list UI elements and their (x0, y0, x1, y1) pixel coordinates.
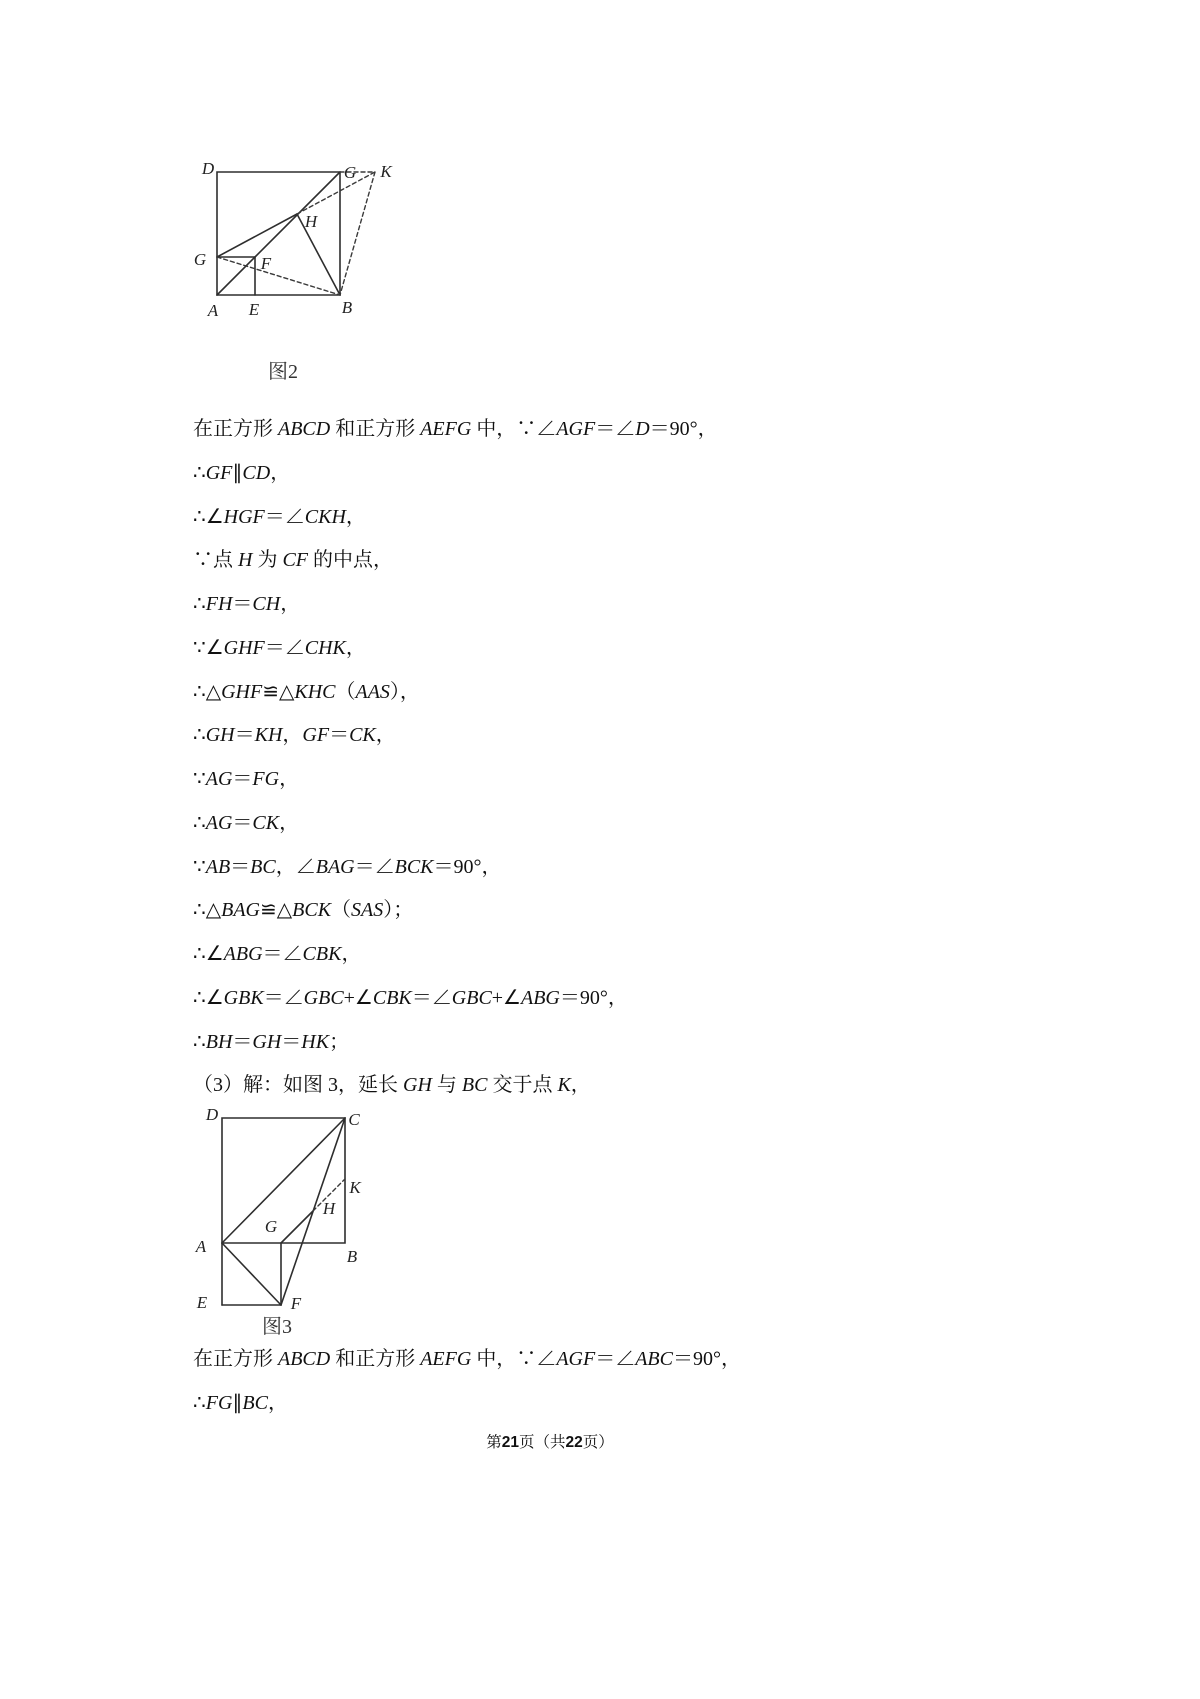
text-run: ＝ (329, 724, 350, 747)
point-label-e: E (196, 1293, 208, 1312)
math-variable: HGF (223, 505, 265, 528)
segment-af (222, 1243, 281, 1305)
text-run: ∥ (232, 461, 243, 484)
math-variable: ABCD (278, 418, 331, 440)
math-variable: AGF (556, 418, 596, 440)
text-run: ∵ (193, 768, 206, 790)
text-line (193, 671, 1093, 715)
math-variable: BCK (292, 899, 332, 922)
math-variable: ABG (521, 986, 560, 1009)
text-line (193, 933, 1093, 977)
text-line (193, 1338, 1093, 1382)
math-variable: BAG (221, 899, 260, 922)
page-footer (450, 1432, 650, 1454)
text-run: ＝ (232, 1030, 253, 1053)
dashed-segment-kb (340, 172, 375, 295)
point-label-k: K (380, 162, 392, 181)
text-run: ＝90°， (672, 1348, 741, 1370)
solution-text-continued (193, 1338, 1093, 1426)
text-run: 和正方形 (330, 418, 421, 440)
text-run: ＝ (232, 768, 253, 790)
point-label-h: H (322, 1199, 336, 1218)
text-line (193, 1382, 1093, 1426)
text-run: ∴∠ (193, 943, 224, 965)
math-variable: BH (205, 1030, 233, 1053)
math-variable: ABC (635, 1348, 673, 1370)
text-run: ， (279, 768, 300, 790)
text-run: 的中点， (308, 549, 394, 572)
text-line (193, 583, 1093, 627)
math-variable: AEFG (420, 1348, 472, 1370)
math-variable: GBK (223, 986, 264, 1009)
math-variable: CK (349, 724, 376, 747)
text-run: ）， (389, 680, 420, 703)
point-label-g: G (193, 250, 207, 269)
text-run: ∵∠ (193, 636, 224, 659)
math-variable: H (238, 549, 253, 572)
segment-gh (217, 214, 297, 257)
point-label-a: A (195, 1237, 207, 1256)
text-run: ∴ (193, 1030, 206, 1053)
text-run: ∴△ (193, 899, 222, 922)
text-run: ， (341, 943, 362, 965)
text-run: ， (375, 724, 396, 747)
text-run: ＝∠ (595, 1348, 636, 1370)
text-run: ）； (383, 899, 414, 922)
math-variable: CD (242, 461, 271, 484)
text-run: 在正方形 (193, 418, 278, 440)
text-run: ＝ (230, 855, 251, 878)
text-run: ， (267, 1391, 288, 1414)
page-label-end: 页） (582, 1434, 614, 1451)
math-variable: AGF (556, 1348, 596, 1370)
point-label-e: E (248, 300, 260, 319)
solution-text (193, 408, 1093, 1108)
text-run: 和正方形 (330, 1348, 421, 1370)
math-variable: ABG (223, 943, 263, 965)
text-run: ＝90°， (649, 418, 718, 440)
text-run: ＝ (234, 724, 255, 747)
text-line (193, 889, 1093, 933)
math-variable: CHK (304, 636, 346, 659)
text-line (193, 627, 1093, 671)
math-variable: BC (242, 1391, 268, 1414)
page-number: 21 (501, 1434, 519, 1451)
math-variable: GBC (451, 986, 492, 1009)
text-run: +∠ (343, 986, 373, 1009)
point-label-h: H (304, 212, 318, 231)
math-variable: KHC (294, 680, 336, 703)
text-run: ∴ (193, 593, 206, 615)
page-label-start: 第 (486, 1434, 502, 1451)
math-variable: K (557, 1074, 571, 1097)
text-line (193, 977, 1093, 1021)
segment-af (217, 257, 255, 295)
text-run: ∥ (232, 1391, 243, 1414)
math-variable: AG (205, 811, 233, 834)
text-run: ＝∠ (354, 855, 395, 878)
math-variable: D (635, 418, 650, 440)
figure-2-caption: 图2 (268, 361, 298, 383)
text-run: 为 (252, 549, 283, 572)
text-run: ∴∠ (193, 986, 224, 1009)
math-variable: AG (205, 768, 233, 790)
text-run: ∴ (193, 724, 206, 747)
point-label-a: A (207, 301, 219, 320)
text-run: ∴ (193, 461, 206, 484)
math-variable: HK (301, 1030, 330, 1053)
text-run: ≌△ (262, 680, 295, 703)
math-variable: AEFG (420, 418, 472, 440)
text-run: ＝ (232, 811, 253, 834)
text-run: ＝∠ (262, 943, 303, 965)
math-variable: GHF (223, 636, 265, 659)
math-variable: CKH (304, 505, 346, 528)
math-variable: KH (254, 724, 283, 747)
math-variable: FG (252, 768, 280, 790)
point-label-b: B (346, 1247, 358, 1266)
text-run: ，∠ (275, 855, 316, 878)
text-run: （ (331, 899, 352, 922)
text-run: ＝∠ (264, 505, 305, 528)
math-variable: CH (252, 593, 281, 615)
text-run: 在正方形 (193, 1348, 278, 1370)
point-label-f: F (290, 1294, 302, 1313)
text-run: ， (345, 636, 366, 659)
text-run: ∴∠ (193, 505, 224, 528)
text-run: ≌△ (260, 899, 293, 922)
text-run: +∠ (491, 986, 521, 1009)
math-variable: ABCD (278, 1348, 331, 1370)
text-run: ∴ (193, 1391, 206, 1414)
dashed-segment-hk (297, 172, 375, 214)
segment-ac (222, 1118, 345, 1243)
text-run: ， (570, 1074, 591, 1097)
math-variable: AAS (355, 680, 390, 703)
math-variable: GBC (303, 986, 344, 1009)
point-label-f: F (260, 254, 272, 273)
text-line (193, 846, 1093, 890)
text-run: ， (279, 811, 300, 834)
math-variable: GF (302, 724, 330, 747)
text-run: 中，∵∠ (471, 1348, 557, 1370)
text-line (193, 758, 1093, 802)
math-variable: SAS (351, 899, 384, 922)
math-variable: CBK (372, 986, 412, 1009)
text-run: ∴△ (193, 680, 222, 703)
figure-3-caption: 图3 (262, 1316, 292, 1338)
math-variable: BCK (394, 855, 434, 878)
total-pages: 22 (565, 1434, 583, 1451)
text-run: ＝∠ (595, 418, 636, 440)
point-label-d: D (201, 159, 215, 178)
math-variable: CBK (302, 943, 342, 965)
text-line (193, 1021, 1093, 1065)
math-variable: GH (252, 1030, 282, 1053)
text-run: 中，∵∠ (471, 418, 557, 440)
math-variable: GH (403, 1074, 432, 1097)
segment-hb (297, 214, 340, 295)
text-run: ＝90°， (559, 986, 628, 1009)
text-run: ∵ (193, 855, 206, 878)
text-run: ＝90°， (433, 855, 502, 878)
text-run: （3）解：如图 3，延长 (193, 1074, 403, 1097)
math-variable: FG (205, 1391, 233, 1414)
point-label-c: C (348, 1110, 360, 1129)
text-run: ＝∠ (411, 986, 452, 1009)
point-label-k: K (349, 1178, 361, 1197)
math-variable: GF (205, 461, 233, 484)
figure-3-diagram (190, 1100, 380, 1320)
math-variable: CK (252, 811, 280, 834)
text-run: （ (335, 680, 356, 703)
text-run: ＝∠ (264, 636, 305, 659)
text-run: ， (270, 461, 291, 484)
text-run: 交于点 (487, 1074, 558, 1097)
math-variable: BC (461, 1074, 488, 1097)
math-variable: GH (205, 724, 235, 747)
text-run: ＝ (232, 593, 253, 615)
math-variable: GHF (221, 680, 263, 703)
text-run: ， (282, 724, 303, 747)
figure-2-diagram (190, 150, 405, 330)
point-label-b: B (341, 298, 353, 317)
text-run: ＝∠ (263, 986, 304, 1009)
math-variable: BC (250, 855, 276, 878)
text-line (193, 452, 1093, 496)
text-run: ， (345, 505, 366, 528)
text-line (193, 408, 1093, 452)
text-run: ＝ (281, 1030, 302, 1053)
math-variable: CF (282, 549, 309, 572)
text-run: ∵点 (193, 549, 238, 572)
math-variable: BAG (315, 855, 355, 878)
math-variable: FH (205, 593, 233, 615)
point-label-top-right: G (343, 163, 357, 182)
text-run: ， (280, 593, 301, 615)
text-line (193, 802, 1093, 846)
text-run: ∴ (193, 811, 206, 834)
text-line (193, 539, 1093, 583)
text-run: 与 (431, 1074, 462, 1097)
point-label-g: G (264, 1217, 278, 1236)
math-variable: AB (205, 855, 231, 878)
text-run: ； (329, 1030, 350, 1053)
point-label-d: D (205, 1105, 219, 1124)
page-label-middle: 页（共 (518, 1434, 566, 1451)
text-line (193, 496, 1093, 540)
text-line (193, 714, 1093, 758)
